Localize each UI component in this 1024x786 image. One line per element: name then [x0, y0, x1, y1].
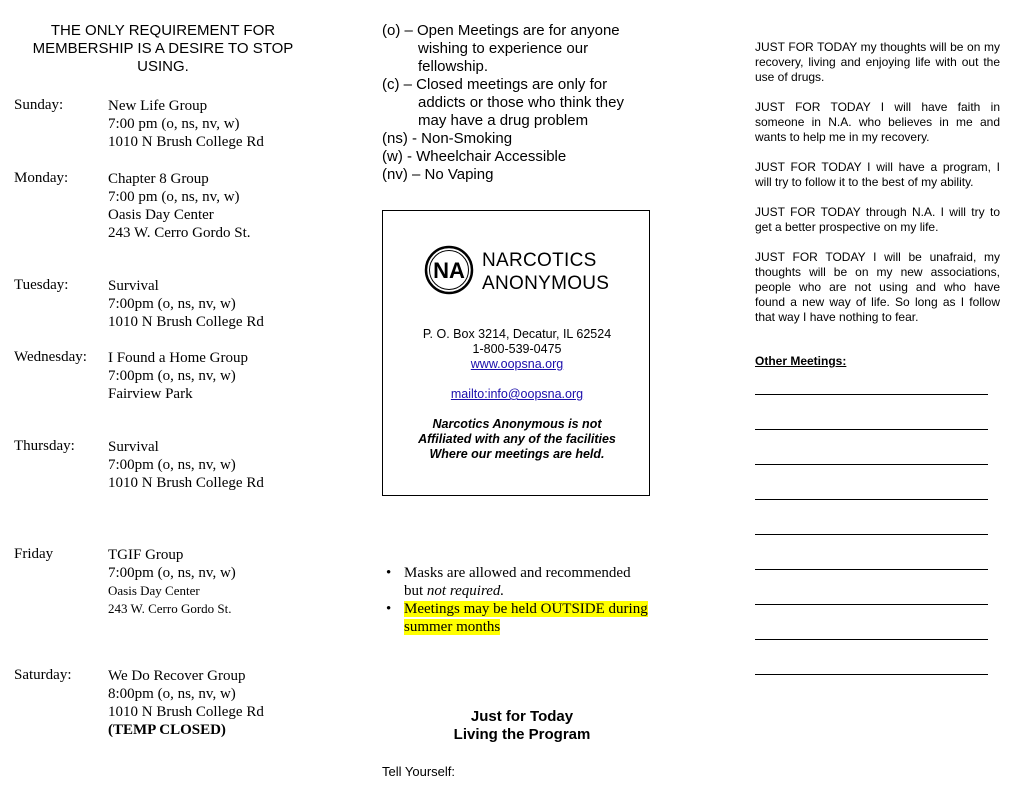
jft-paragraph: JUST FOR TODAY I will have a program, I will try to follow it to the best of my ability. [755, 160, 1000, 189]
legend-open-cont: fellowship. [418, 58, 489, 75]
legend-no-vaping: (nv) – No Vaping [382, 166, 494, 183]
jft-paragraph: JUST FOR TODAY I will be unafraid, my thoughts will be on my new associations, people who are not using and who have found a new way of life. So long as I follow that way I have nothing to fear. [755, 250, 1000, 324]
legend-open-cont: wishing to experience our [418, 40, 589, 57]
notice-text-part: but [404, 583, 427, 599]
meeting-day-tuesday: Tuesday: [14, 277, 69, 293]
tell-yourself: Tell Yourself: [382, 764, 455, 779]
meeting-location: 1010 N Brush College Rd [108, 475, 264, 491]
website-row [383, 357, 651, 372]
meeting-wednesday [108, 349, 248, 403]
meeting-friday [108, 546, 236, 618]
notice-text: Masks are allowed and recommended [404, 565, 631, 581]
meeting-address: 243 W. Cerro Gordo St. [108, 601, 232, 616]
meeting-group-name: We Do Recover Group [108, 668, 246, 684]
meeting-location: Fairview Park [108, 386, 193, 402]
meeting-day-friday: Friday [14, 546, 54, 562]
na-logo-icon [424, 245, 474, 295]
logo-line-1: NARCOTICS [482, 250, 597, 271]
disclaimer-line: Where our meetings are held. [429, 447, 605, 461]
meeting-location: Oasis Day Center [108, 583, 200, 598]
meeting-group-name: Chapter 8 Group [108, 171, 209, 187]
legend-closed-cont: may have a drug problem [418, 112, 589, 129]
membership-requirement: THE ONLY REQUIREMENT FOR MEMBERSHIP IS A DESIRE TO STOP USING. [32, 22, 294, 75]
po-box-address: P. O. Box 3214, Decatur, IL 62524 [422, 327, 612, 341]
logo-text [482, 249, 609, 295]
logo-line-2: ANONYMOUS [482, 273, 610, 294]
meeting-day-sunday: Sunday: [14, 97, 64, 113]
meeting-group-name: Survival [108, 439, 159, 455]
meeting-group-name: New Life Group [108, 98, 208, 114]
jft-paragraph: JUST FOR TODAY through N.A. I will try to get a better prospective on my life. [755, 205, 1000, 234]
phone-number: 1-800-539-0475 [472, 342, 562, 356]
meeting-location: Oasis Day Center [108, 207, 214, 223]
blank-line [755, 569, 988, 570]
jft-subtitle: Living the Program [453, 726, 591, 743]
na-contact-box [382, 210, 650, 496]
meeting-location: 1010 N Brush College Rd [108, 704, 264, 720]
blank-line [755, 464, 988, 465]
blank-line [755, 534, 988, 535]
legend-wheelchair: (w) - Wheelchair Accessible [382, 148, 567, 165]
disclaimer-line: Narcotics Anonymous is not [432, 417, 602, 431]
blank-line [755, 499, 988, 500]
legend-closed: (c) – Closed meetings are only for [382, 76, 608, 93]
notice-text [404, 582, 682, 600]
meeting-sunday [108, 97, 264, 151]
email-row [383, 387, 651, 402]
meeting-time: 7:00pm (o, ns, nv, w) [108, 565, 236, 581]
meeting-time: 7:00 pm (o, ns, nv, w) [108, 116, 240, 132]
na-logo [424, 241, 624, 301]
meeting-tuesday [108, 277, 264, 331]
jft-paragraph: JUST FOR TODAY I will have faith in someone in N.A. who believes in me and wants to help me in my recovery. [755, 100, 1000, 144]
notice-text-italic: not required. [426, 583, 505, 599]
meeting-address: 243 W. Cerro Gordo St. [108, 225, 251, 241]
meeting-time: 8:00pm (o, ns, nv, w) [108, 686, 236, 702]
legend-closed-cont: addicts or those who think they [418, 94, 624, 111]
meeting-monday [108, 170, 251, 242]
list-item [382, 600, 682, 636]
meeting-time: 7:00pm (o, ns, nv, w) [108, 368, 236, 384]
highlighted-notice: Meetings may be held OUTSIDE during [404, 601, 648, 617]
blank-line [755, 394, 988, 395]
blank-line [755, 604, 988, 605]
disclaimer [383, 417, 651, 462]
disclaimer-line: Affiliated with any of the facilities [418, 432, 616, 446]
blank-line [755, 429, 988, 430]
other-meetings-heading: Other Meetings: [755, 354, 847, 368]
email-link[interactable]: mailto:info@oopsna.org [450, 387, 584, 401]
highlighted-notice: summer months [404, 619, 501, 635]
notices-list [382, 564, 682, 636]
jft-title: Just for Today [470, 708, 574, 725]
legend-open: (o) – Open Meetings are for anyone [382, 22, 620, 39]
meeting-status: (TEMP CLOSED) [108, 722, 226, 738]
meeting-time: 7:00 pm (o, ns, nv, w) [108, 189, 240, 205]
meeting-saturday [108, 667, 264, 739]
meeting-location: 1010 N Brush College Rd [108, 314, 264, 330]
meeting-group-name: Survival [108, 278, 159, 294]
meeting-day-monday: Monday: [14, 170, 69, 186]
blank-line [755, 639, 988, 640]
meeting-day-saturday: Saturday: [14, 667, 72, 683]
logo-letters: NA [433, 258, 465, 283]
website-link[interactable]: www.oopsna.org [470, 357, 564, 371]
meeting-group-name: TGIF Group [108, 547, 184, 563]
list-item [382, 564, 682, 600]
meeting-day-thursday: Thursday: [14, 438, 75, 454]
blank-line [755, 674, 988, 675]
legend-non-smoking: (ns) - Non-Smoking [382, 130, 513, 147]
meeting-location: 1010 N Brush College Rd [108, 134, 264, 150]
meeting-day-wednesday: Wednesday: [14, 349, 87, 365]
bullet-icon: • [386, 565, 392, 581]
meeting-group-name: I Found a Home Group [108, 350, 248, 366]
meeting-thursday [108, 438, 264, 492]
meeting-legend [382, 22, 682, 184]
jft-paragraph: JUST FOR TODAY my thoughts will be on my recovery, living and enjoying life with out the use of drugs. [755, 40, 1000, 84]
bullet-icon: • [386, 601, 392, 617]
meeting-time: 7:00pm (o, ns, nv, w) [108, 296, 236, 312]
jft-heading [382, 708, 662, 744]
meeting-time: 7:00pm (o, ns, nv, w) [108, 457, 236, 473]
